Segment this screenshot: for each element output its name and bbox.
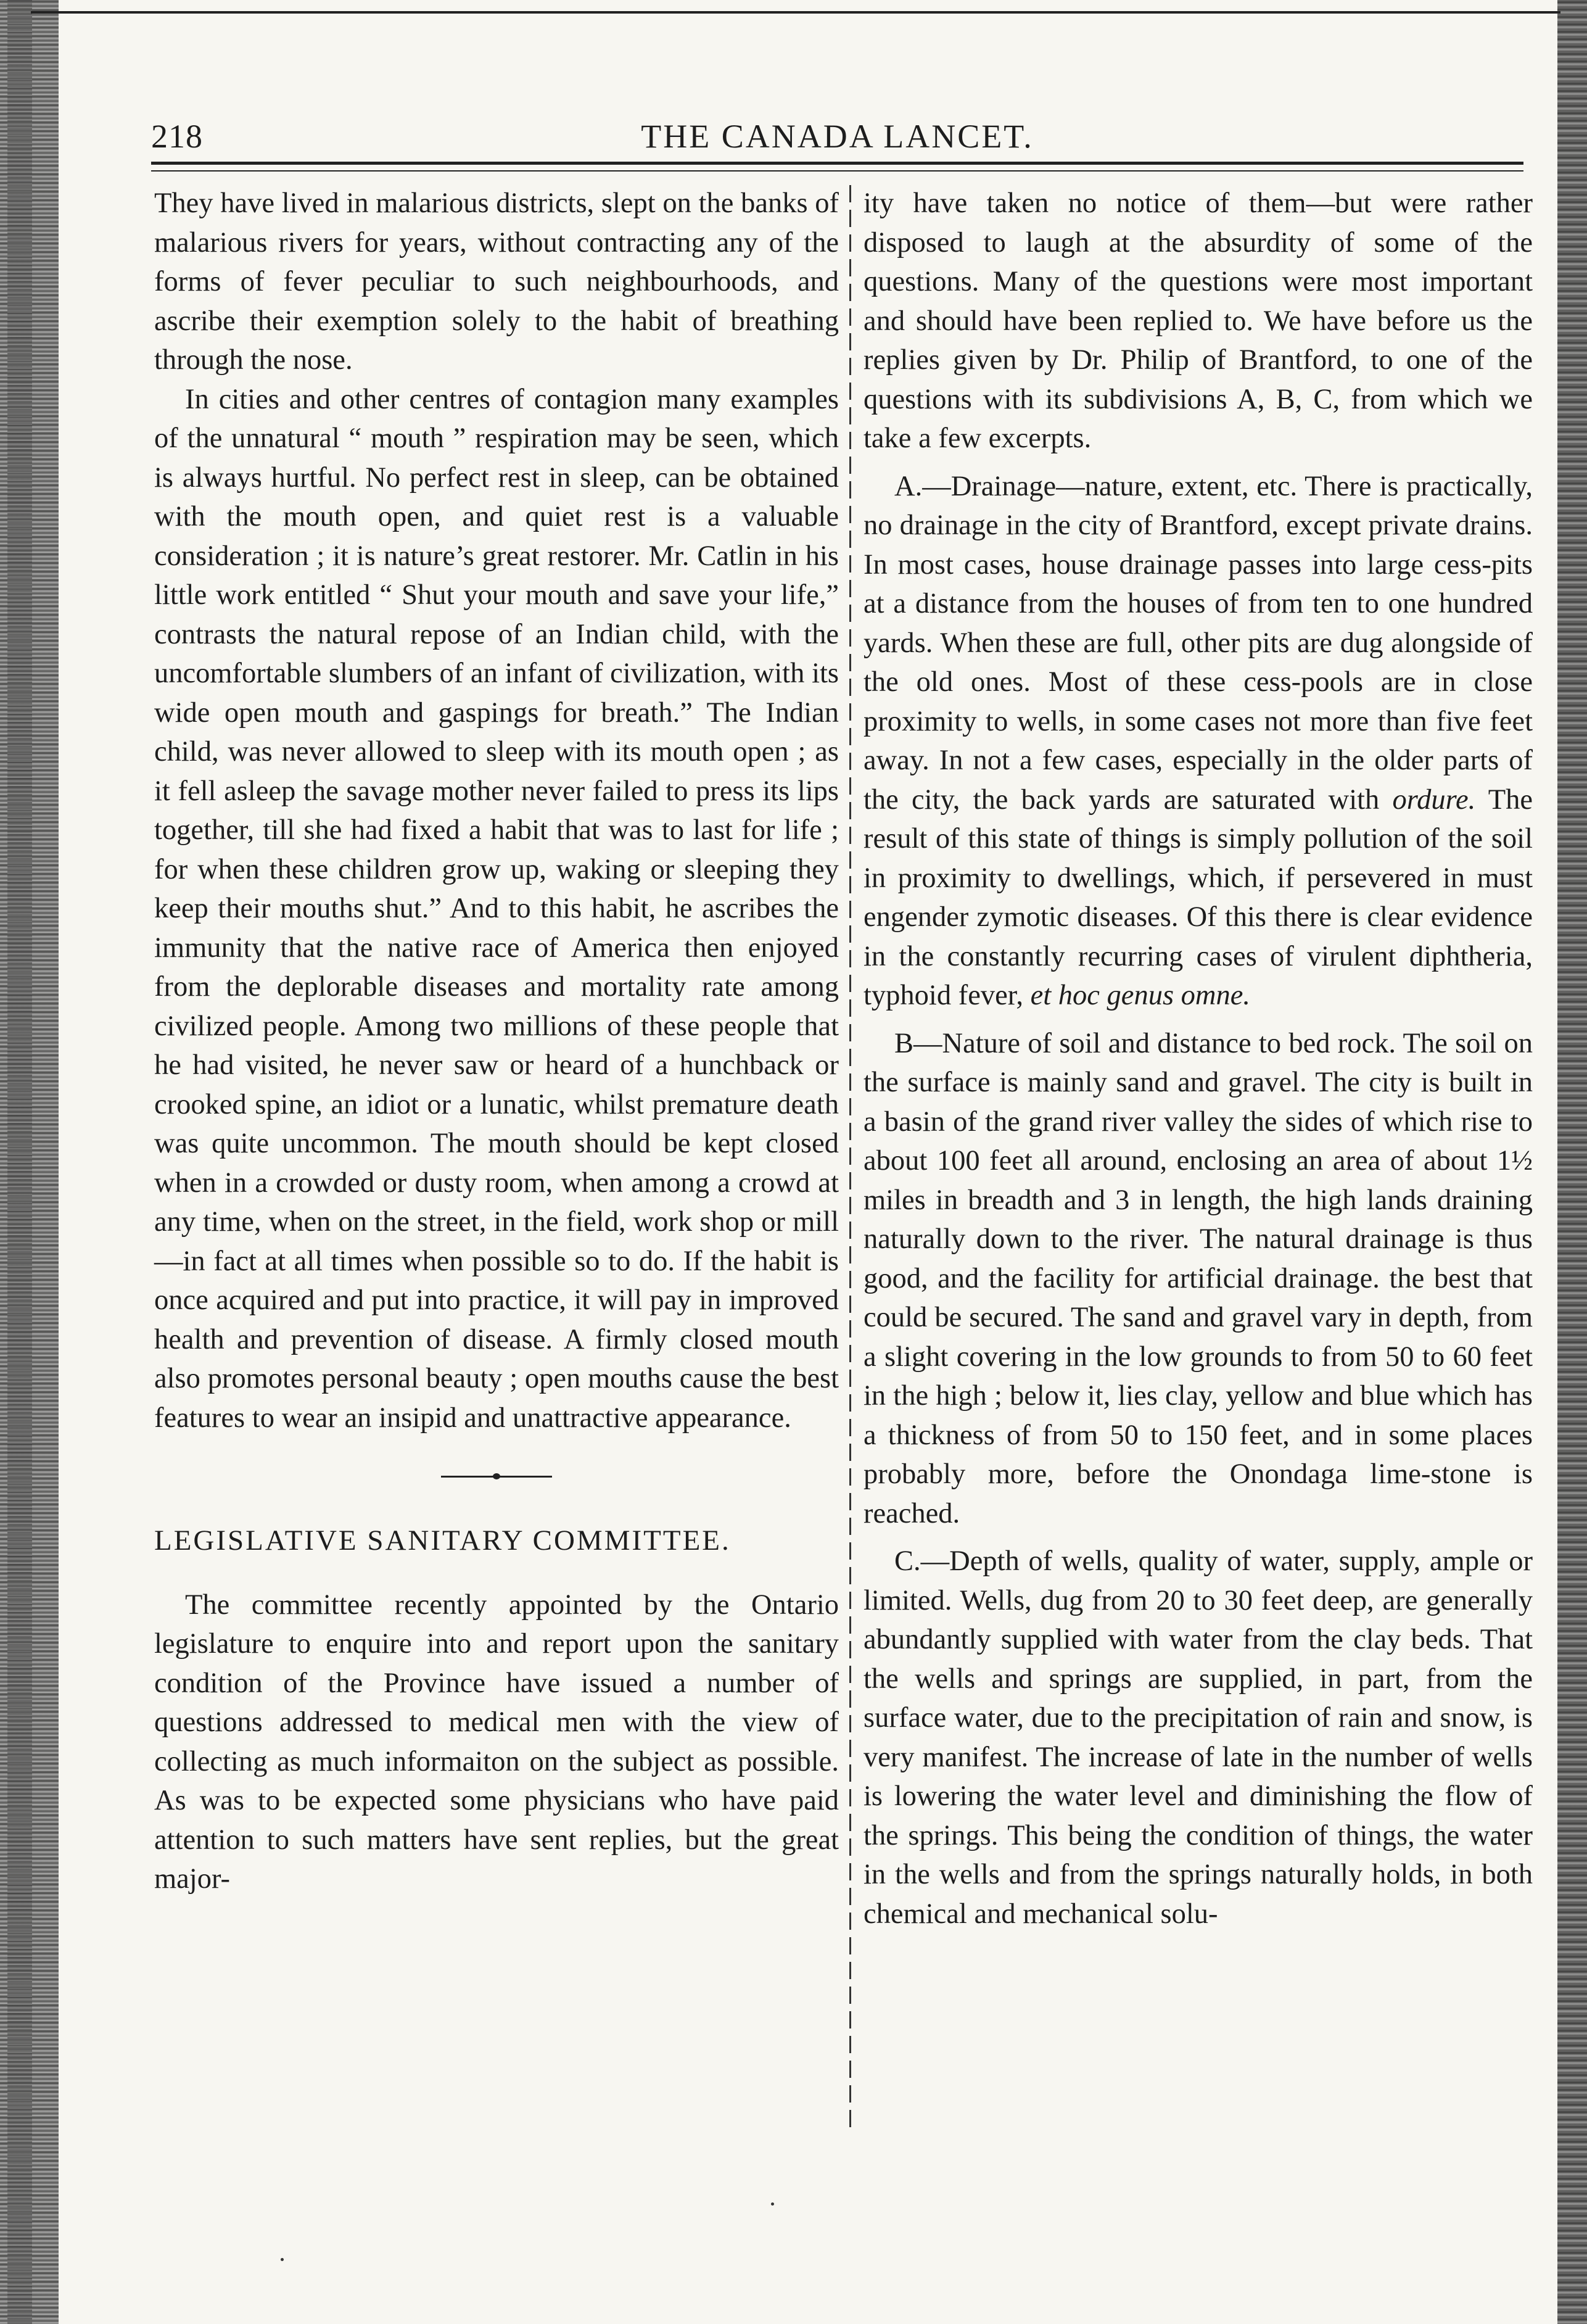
book-binding-edge	[0, 0, 59, 2324]
ink-speck	[281, 2258, 284, 2261]
page-header	[151, 117, 1523, 160]
ink-speck	[771, 2202, 774, 2206]
paragraph-c: C.—Depth of wells, quality of water, supply, ample or limited. Wells, dug from 20 to 30 feet deep, are generally abundantly supplied with water from the clay beds. That the wells and springs are supplied, in part, from the surface water, due to the precipitation of rain and snow, is very manifest. The increase of late in the number of wells is lowering the water level and diminishing the flow of the springs. This being the condition of things, the water in the wells and from the springs naturally holds, in both chemical and mechanical solu-	[864, 1545, 1533, 1930]
header-rule-thin	[151, 170, 1523, 172]
running-title: THE CANADA LANCET.	[641, 118, 1034, 155]
paragraph: They have lived in malarious districts, slept on the banks of malarious rivers for years, without contracting any of the forms of fever peculiar to such neighbourhoods, and ascribe their exemption solely to the habit of breathing through the nose.	[154, 188, 839, 376]
italic-phrase: et hoc genus omne.	[1030, 980, 1251, 1011]
section-heading: LEGISLATIVE SANITARY COMMITTEE.	[154, 1524, 731, 1557]
page-edge-right	[1557, 0, 1587, 2324]
paragraph: ity have taken no notice of them—but were rather disposed to laugh at the absurdity of some of the questions. Many of the questions were most important and should have been replied to. We have before us the replies given by Dr. Philip of Brantford, to one of the questions with its subdivisions A, B, C, from which we take a few excerpts.	[864, 188, 1533, 454]
column-divider	[849, 185, 851, 2128]
paragraph: The committee recently appointed by the Ontario legislature to enquire into and report upon the sanitary condition of the Province have issued a number of questions addressed to medical men with the view of collecting as much informaiton on the subject as possible. As was to be expected some physicians who have paid attention to such matters have sent replies, but the great major-	[154, 1589, 839, 1895]
page-number: 218	[151, 118, 203, 155]
right-column	[864, 184, 1533, 1933]
paragraph-a-text: A.—Drainage—nature, extent, etc. There is practically, no drainage in the city of Brantford, except private drains. In most cases, house drainage passes into large cess-pits at a distance from the houses of from ten to one hundred yards. When these are full, other pits are dug alongside of the old ones. Most of these cess-pools are in close proximity to wells, in some cases not more than five feet away. In not a few cases, especially in the older parts of the city, the back yards are saturated with	[864, 470, 1533, 816]
paragraph-a-continued: The result of this state of things is simply pollution of the soil in proximity to dwellings, which, if persevered in must engender zymotic diseases. Of this there is clear evidence in the constantly recurring cases of virulent diphtheria, typhoid fever,	[864, 784, 1533, 1011]
header-rule-thick	[151, 162, 1523, 165]
top-border-rule	[31, 11, 1560, 14]
paragraph-b: B—Nature of soil and distance to bed rock. The soil on the surface is mainly sand and gravel. The city is built in a basin of the grand river valley the sides of which rise to about 100 feet all around, enclosing an area of about 1½ miles in breadth and 3 in length, the high lands draining naturally down to the river. The natural drainage is thus good, and the facility for artificial drainage. the best that could be secured. The sand and gravel vary in depth, from a slight covering in the low grounds to from 50 to 60 feet in the high ; below it, lies clay, yellow and blue which has a thickness of from 50 to 150 feet, and in some places probably more, before the Onondaga lime-stone is reached.	[864, 1027, 1533, 1529]
left-column	[154, 184, 839, 1899]
italic-term: ordure.	[1392, 784, 1476, 816]
paragraph-a	[864, 467, 1533, 1015]
paragraph: In cities and other centres of contagion many examples of the unnatural “ mouth ” respiration may be seen, which is always hurtful. No perfect rest in sleep, can be obtained with the mouth open, and quiet rest is a valuable consideration ; it is nature’s great restorer. Mr. Catlin in his little work entitled “ Shut your mouth and save your life,” contrasts the natural repose of an Indian child, with the uncomfortable slumbers of an infant of civilization, with its wide open mouth and gaspings for breath.” The Indian child, was never allowed to sleep with its mouth open ; as it fell asleep the savage mother never failed to press its lips together, till she had fixed a habit that was to last for life ; for when these children grow up, waking or sleeping they keep their mouths shut.” And to this habit, he ascribes the immunity that the native race of America then enjoyed from the deplorable diseases and mortality rate among civilized people. Among two millions of these people that he had visited, he never saw or heard of a hunchback or crooked spine, an idiot or a lunatic, whilst premature death was quite uncommon. The mouth should be kept closed when in a crowded or dusty room, when among a crowd at any time, when on the street, in the field, work shop or mill —in fact at all times when possible so to do. If the habit is once acquired and put into practice, it will pay in improved health and prevention of disease. A firmly closed mouth also promotes personal beauty ; open mouths cause the best features to wear an insipid and unattractive appearance.	[154, 383, 839, 1434]
section-ornament	[441, 1474, 552, 1478]
